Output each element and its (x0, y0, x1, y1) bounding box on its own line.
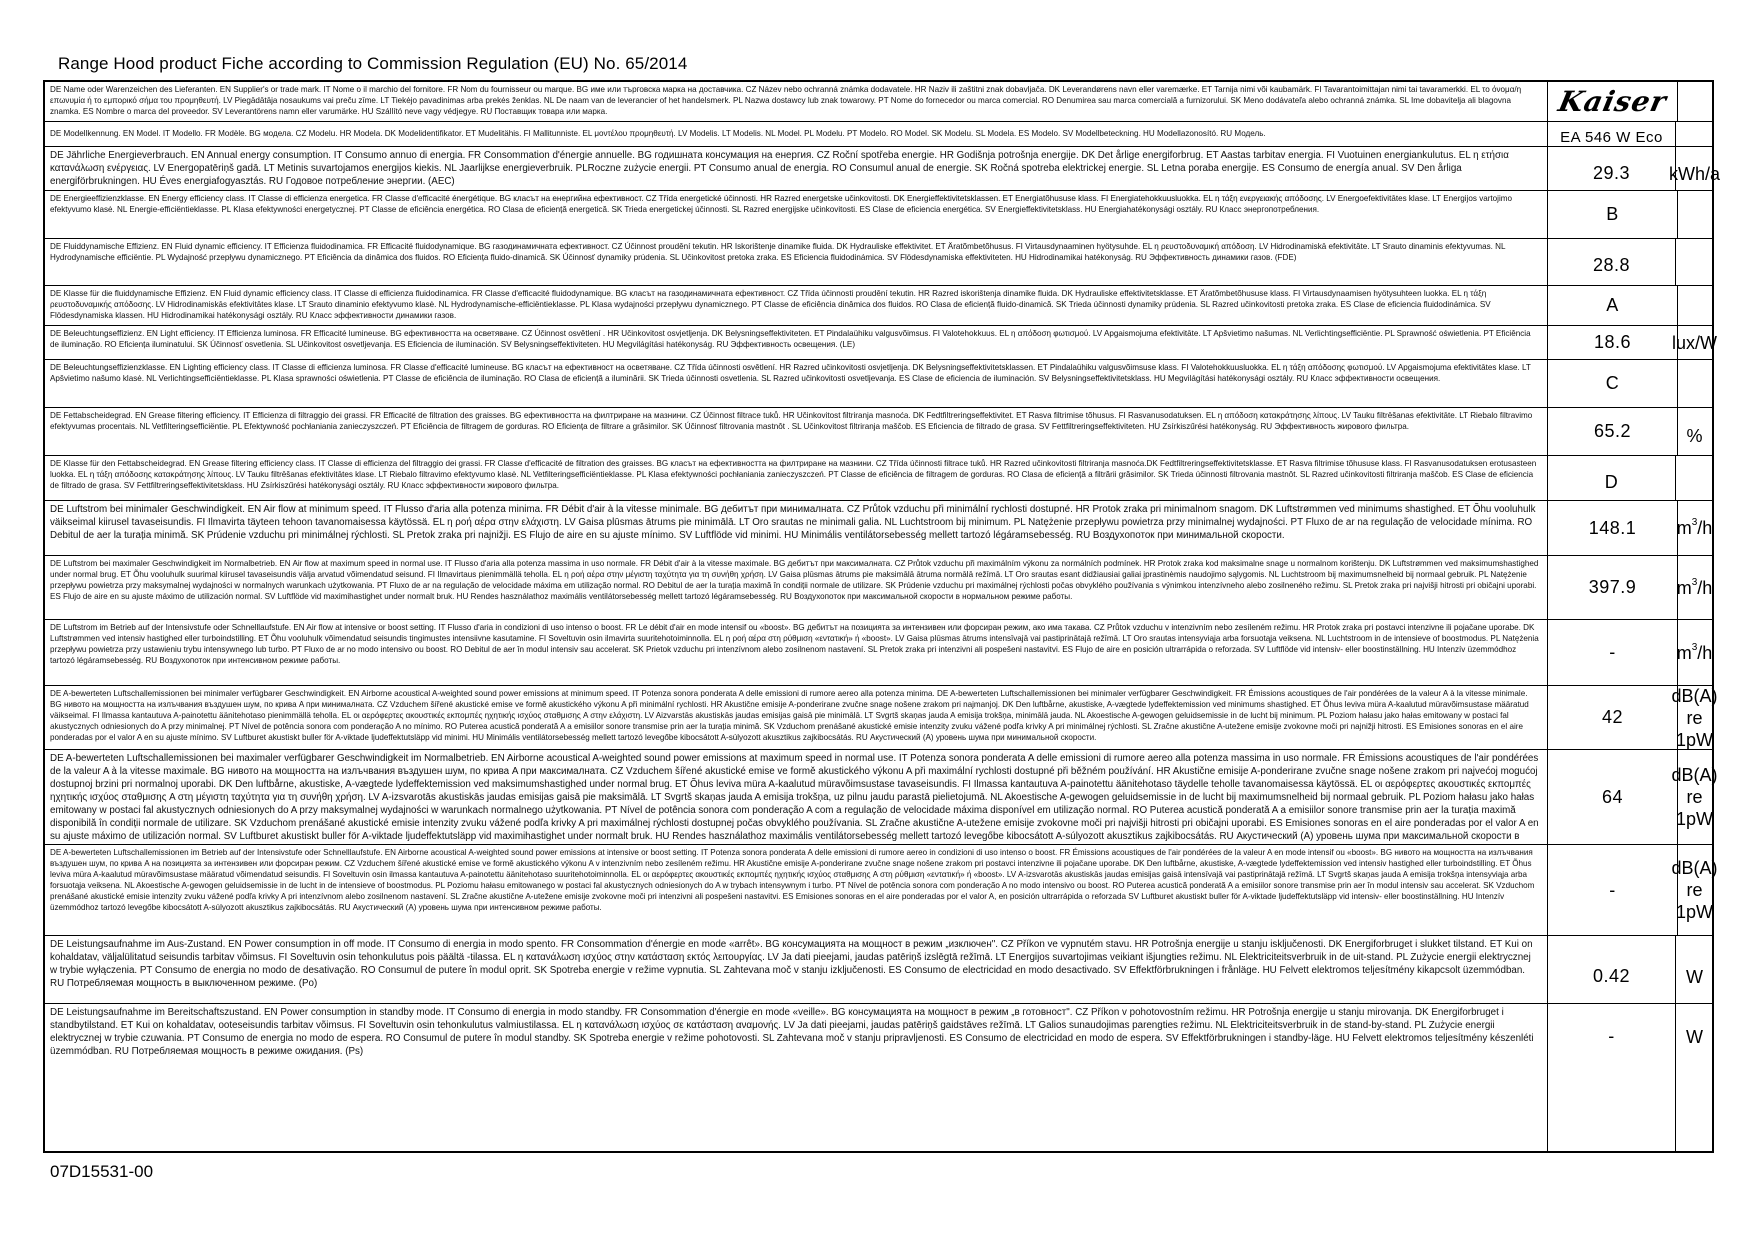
table-row (45, 191, 1712, 239)
table-row (45, 1004, 1712, 1151)
row-description: DE Beleuchtungseffizienzklasse. EN Lighting efficiency class. IT Classe di efficienza luminosa. FR Classe d'efficacité lumineuse. BG класът на ефективност на осветяване. CZ Třída účinnosti osvětlení. HR Razred učinkovitosti osvjetljenja. DK Belysningseffektivitetsklassen. ET Pindalaühiku valgusvõimsuse klass. FI Valotehokkuusluokka. EL η τάξη απόδοσης φωτισμού. LV Apgaismojuma efektivitātes klase. LT Apšvietimo našumo klasė. NL Verlichtingsefficiëntieklasse. PL Klasa sprawności oświetlenia. PT Classe de eficiência de iluminação. RO Clasa de eficiență a iluminării. SK Trieda účinnosti osvetlenia. SL Razred učinkovitosti osvetljevanja. ES Clase de eficiencia de iluminación. SV Belysningseffektivitetsklass. HU Megvilágítási hatékonysági osztály. RU Класс эффективности освещения. (50, 363, 1531, 383)
row-unit: kWh/a (1669, 163, 1721, 184)
row-unit (1677, 122, 1712, 146)
table-row (45, 82, 1712, 122)
row-description: DE Beleuchtungseffizienz. EN Light efficiency. IT Efficienza luminosa. FR Efficacité lumineuse. BG ефективността на осветяване. CZ Účinnost osvětlení . HR Učinkovitost osvjetljenja. DK Belysningseffektiviteten. ET Pindalaühiku valgusvõimsus. FI Valotehokkuus. EL η απόδοση φωτισμού. LV Apgaismojuma efektivitāte. LT Apšvietimo našumas. NL Verlichtingsefficiëntie. PL Sprawność oświetlenia. PT Eficiência de iluminação. RO Eficiența iluminatului. SK Účinnosť osvetlenia. SL Učinkovitost osvetljevanja. ES Eficiencia de iluminación. SV Belysningseffektiviteten. HU Megvilágítási hatékonyság. RU Эффективность освещения. (LE) (50, 329, 1531, 349)
table-row (45, 147, 1721, 191)
table-row (45, 845, 1718, 936)
row-value: - (1547, 845, 1678, 935)
row-value: EA 546 W Eco (1547, 122, 1676, 146)
row-description: DE Leistungsaufnahme im Bereitschaftszustand. EN Power consumption in standby mode. IT Consumo di energia in modo standby. FR Consommation d'énergie en mode «veille». BG консумацията на мощност в режим „в готовност". CZ Příkon v pohotovostním režimu. HR Potrošnja energije u stanju mirovanja. DK Energiforbruget i standbytilstand. ET Kui on kohaldatav, ooteseisundis tarbitav võimsus. FI Soveltuvin osin tehonkulutus valmiustilassa. EL η κατανάλωση ισχύος σε κατάσταση αναμονής. LV Ja dati pieejami, jaudas patēriņš gaidstāves režīmā. LT Galios sunaudojimas parengties režimu. NL Elektriciteitsverbruik in de stand-by-stand. PL Zużycie energii elektrycznej w trybie czuwania. PT Consumo de energia no modo de espera. RO Consumul de putere în modul standby. SK Spotreba energie v režime pohotovosti. SL Zahtevana moč v stanju pripravljenosti. ES Consumo de electricidad en modo de espera. SV Effektförbrukningen i standby-läge. HU Felvett elektromos teljesítmény készenléti üzemmódban. RU Потребляемая мощность в режиме ожидания. (Ps) (50, 1007, 1534, 1057)
row-unit: $m^3/h$ (1676, 641, 1713, 663)
row-description: DE Name oder Warenzeichen des Lieferanten. EN Supplier's or trade mark. IT Nome o il marchio del fornitore. FR Nom du fournisseur ou marque. BG име или търговска марка на доставчика. CZ Název nebo ochranná známka dodavatele. HR Naziv ili zaštitni znak dobavljača. DK Leverandørens navn eller varemærke. ET Tarnija nimi või kaubamärk. FI Tavarantoimittajan nimi tai tavaramerkki. EL το όνομα/η επωνυμία ή το εμπορικό σήμα του προμηθευτή. LV Piegādātāja nosaukums vai preču zīme. LT Tiekėjo pavadinimas arba prekės ženklas. NL De naam van de leverancier of het handelsmerk. PL Nazwa dostawcy lub znak towarowy. PT Nome do fornecedor ou marca comercial. RO Denumirea sau marca comercială a furnizorului. SK Meno dodávateľa alebo ochranná známka. SL Ime dobavitelja ali blagovna znamka. ES Nombre o marca del proveedor. SV Leverantörens namn eller varumärke. HU Szállító neve vagy védjegye. RU Поставщик товара или марка. (50, 85, 1522, 116)
row-description: DE Leistungsaufnahme im Aus-Zustand. EN Power consumption in off mode. IT Consumo di energia in modo spento. FR Consommation d'énergie en mode «arrêt». BG консумацията на мощност в режим „изключен". CZ Příkon ve vypnutém stavu. HR Potrošnja energije u stanju isključenosti. DK Energiforbruget i slukket tilstand. ET Kui on kohaldatav, väljalülitatud seisundis tarbitav võimsus. FI Soveltuvin osin tehonkulutus pois päältä -tilassa. EL η κατανάλωση ισχύος στην κατάσταση εκτός λειτουργίας. LV Ja dati pieejami, jaudas patēriņš izslēgtā režīmā. LT Energijos suvartojimas veikiant išjungties režimu. NL Elektriciteitsverbruik in de uit-stand. PL Zużycie energii elektrycznej w trybie wyłączenia. PT Consumo de energia no modo de desativação. RO Consumul de putere în modul oprit. SK Spotreba energie v režime vypnutia. SL Zahtevana moč v stanju izključenosti. ES Consumo de electricidad en modo desactivado. SV Effektförbrukningen i frånläge. HU Felvett elektromos teljesítmény kikapcsolt üzemmódban. RU Потребляемая мощность в выключенном режиме. (Po) (50, 939, 1533, 989)
row-description: DE Fluiddynamische Effizienz. EN Fluid dynamic efficiency. IT Efficienza fluidodinamica. FR Efficacité fluidodynamique. BG газодинамичната ефективност. CZ Účinnost proudění tekutin. HR Iskorištenje dinamike fluida. DK Hydrauliske effektivitet. ET Äratõmbetõhusus. FI Virtausdynaaminen hyötysuhde. EL η ρευστοδυναμική απόδοση. LV Hidrodinamiskā efektivitāte. LT Srauto dinaminis efektyvumas. NL Hydrodynamische efficiëntie. PL Wydajność przepływu dynamicznego. PT Eficiência da dinâmica dos fluidos. RO Eficiența fluido-dinamică. SK Účinnosť dynamiky prúdenia. SL Učinkovitost pretoka zraka. ES Eficiencia fluidodinámica. SV Flödesdynamiska effektiviteten. HU Hidrodinamikai hatékonyság. RU Эффективность динамики газов. (FDE) (50, 242, 1506, 262)
row-value: 64 (1547, 750, 1678, 844)
row-unit: W (1686, 966, 1703, 987)
row-unit (1677, 191, 1712, 238)
row-value: 0.42 (1547, 936, 1676, 1003)
row-unit: dB(A) re 1pW (1671, 765, 1718, 829)
row-unit: dB(A) re 1pW (1671, 858, 1718, 922)
row-unit: W (1686, 1027, 1703, 1047)
row-description: DE Luftstrom bei maximaler Geschwindigkeit im Normalbetrieb. EN Air flow at maximum speed in normal use. IT Flusso d'aria alla potenza massima in uso normale. FR Débit d'air à la vitesse maximale. BG дебитът при максималната. CZ Průtok vzduchu při maximálním výkonu za normálních podmínek. HR Protok zraka kod maksimalne snage u normalnom korištenju. DK Luftstrømmen ved maksimumshastighed under normal brug. ET Õhu vooluhulk suurimal kiirusel tavaseisundis välja arvatud võimendatud seisund. FI Ilmavirtaus pienimmällä teholla. EL η ροή αέρα στην μέγιστη ταχύτητα για τη συνήθη χρήση. LV Gaisa plūsmas ātrums pie maksimālā ātruma normālā režīmā. LT Oro srautas esant didžiausiai galiai įprastinėmis naudojimo sąlygomis. NL Luchtstroom bij maximumsnelheid bij normaal gebruik. PL Natężenie przepływu powietrza przy maksymalnej wydajności w normalnych warunkach użytkowania. PT Fluxo de ar na regulação de velocidade máxima em utilização normal. RO Debitul de aer la turația maximă în condiții normale de utilizare. SK Prúdenie vzduchu pri maximálnej rýchlosti počas obvyklého používania s výnimkou intenzívneho alebo zosilneného režimu. SL Pretok zraka pri najvišji hitrosti pri običajni uporabi. ES Flujo de aire en su ajuste máximo de utilización normal. SV Luftflöde vid maximihastighet under normalt bruk. HU Rendes használathoz maximális ventilátorsebesség mellett tartozó légáramsebesség. RU Воздухопоток при максимальной скорости в нормальном режиме работы. (50, 559, 1539, 601)
row-unit (1677, 239, 1712, 285)
row-description: DE Jährliche Energieverbrauch. EN Annual energy consumption. IT Consumo annuo di energia. FR Consommation d'énergie annuelle. BG годишната консумация на енергия. CZ Roční spotřeba energie. HR Godišnja potrošnja energije. DK Det årlige energiforbrug. ET Aastas tarbitav energia. FI Vuotuinen energiankulutus. EL η ετήσια κατανάλωση ενέργειας. LV Energopatēriņš gadā. LT Metinis suvartojamos energijos kiekis. NL Jaarlijkse energieverbruik. PLRoczne zużycie energii. PT Consumo anual de energia. RO Consumul anual de energie. SK Ročná spotreba elektrickej energie. SL Letna poraba energije. ES Consumo de energía anual. SV Den årliga energiförbrukningen. HU Éves energiafogyasztás. RU Годовое потребление энергии. (AEC) (50, 150, 1509, 187)
table-row (45, 936, 1712, 1004)
row-unit: $m^3/h$ (1676, 517, 1713, 538)
table-row (45, 685, 1718, 750)
row-value: 28.8 (1547, 239, 1676, 285)
table-row (45, 239, 1712, 286)
row-unit: dB(A) re 1pW (1671, 685, 1718, 750)
table-row (45, 286, 1712, 326)
row-value: 29.3 (1547, 147, 1676, 190)
row-value: 18.6 (1547, 326, 1678, 359)
row-description: DE A-bewerteten Luftschallemissionen bei minimaler verfügbarer Geschwindigkeit. EN Airborne acoustical A-weighted sound power emissions at minimum speed. IT Potenza sonora ponderata A delle emissioni di rumore aereo alla potenza minima. DE A-bewerteten Luftschallemissionen bei minimaler verfügbarer Geschwindigkeit. FR Émissions acoustiques de l'air pondérées de la valeur A à la vitesse minimale. BG нивото на мощността на излъчвания въздушен шум, по крива A при минималната. CZ Vzduchem šířené akustické emise ve formě akustického výkonu A při minimální rychlosti. HR Akustične emisije A-ponderirane zvučne snage nošene zrakom pri najmanjoj. DK Den luftbårne, akustiske, A-vægtede lydeffektemission ved minimums shastighed. ET Õhus leviva müra A-kaalutud müravõimsustase määratud väikseimal. FI Ilmassa kantautuva A-painotettu äänitehotaso pienimmällä teholla. EL οι αερόφερτες ακουστικές εκπομπές ηχητικής ισχύος σταθμισης A στην ελάχιστη. LV Aizvarstās akustiskās jaudas emisijas gaisā pie minimālā. LT Svgrtš skaņas jauda A emisija trokšņa, minimālā jauda. NL Akoestische A-gewogen geluidsemissie in de lucht bij minimum. PL Poziom hałasu jako hałas emitowany w postaci fal akustycznych odniesionych do A przy minimalnej. PT Nível de potência sonora com ponderação A no mínimo. RO Puterea acustică ponderată A a emisiilor sonore transmise prin aer la turația minimă. SK Vzduchom prenášané akustické emisie intenzity zvuku vážené podľa krivky A pri minimálnej rýchlosti. SL Zračne akustične A-utežene emisije zvokovne moči pri najnižji hitrosti. ES Emisiones sonoras en el aire ponderadas por el valor A en su ajuste mínimo. SV Luftburet akustiskt buller för A-viktade ljudeffektutsläpp vid minimi. HU Minimális ventilátorsebesség mellett tartozó levegőbe kibocsátott A-súlyozott akusztikus zajkibocsátás. RU Акустический (A) уровень шума при минимальной скорости. (50, 689, 1529, 742)
supplier-logo: Kaiser (1547, 82, 1678, 121)
table-row (45, 408, 1712, 456)
row-unit: $m^3/h$ (1676, 576, 1713, 598)
row-value: D (1547, 456, 1676, 500)
row-value: - (1547, 620, 1678, 685)
row-description: DE Klasse für die fluiddynamische Effizienz. EN Fluid dynamic efficiency class. IT Classe di efficienza fluidodinamica. FR Classe d'efficacité fluidodynamique. BG класът на газодинамичната ефективност. CZ Třída účinnosti proudění tekutin. HR Razred iskorištenja dinamike fluida. DK Hydrauliske effektivitetsklasse. ET Äratõmbetõhususe klass. FI Virtausdynaamisen hyötysuhteen luokka. EL η τάξη ρευστοδυναμικής απόδοσης. LV Hidrodinamiskās efektivitātes klase. LT Srauto dinaminio efektyvumo klasė. NL Hydrodynamische-efficiëntieklasse. PL Klasa wydajności przepływu dynamicznego. PT Classe de eficiência dinâmica dos fluidos. RO Clasa de eficiență fluido-dinamică. SK Trieda účinnosti dynamiky prúdenia. SL Razred učinkovitosti pretoka zraka. ES Clase de eficiencia fluidodinámica. SV Flödesdynamiska klassen. HU Hidrodinamikai hatékonysági osztály. RU Класс эффективности динамики газов. (50, 289, 1491, 320)
row-description: DE Energieeffizienzklasse. EN Energy efficiency class. IT Classe di efficienza energetica. FR Classe d'efficacité énergétique. BG класът на енергийна ефективност. CZ Třída energetické účinnosti. HR Razred energetske učinkovitosti. DK Energieffektivitetsklassen. ET Energiatõhususe klass. FI Energiatehokkuusluokka. EL η τάξη ενεργειακής απόδοσης. LV Energoefektivitātes klase. LT Energijos vartojimo efektyvumo klasė. NL Energie-efficiëntieklasse. PL Klasa efektywności energetycznej. PT Classe de eficiência energética. RO Clasa de eficiență energetică. SK Trieda energetickej účinnosti. SL Razred energijske učinkovitosti. ES Clase de eficiencia energética. SV Energieffektivitetsklass. HU Energiahatékonysági osztály. RU Класс энергопотребления. (50, 194, 1513, 214)
row-unit (1677, 286, 1712, 325)
row-value: B (1547, 191, 1678, 238)
row-value: 148.1 (1547, 501, 1678, 555)
document-code: 07D15531-00 (50, 1162, 154, 1181)
row-description: DE Luftstrom bei minimaler Geschwindigkeit. EN Air flow at minimum speed. IT Flusso d'aria alla potenza minima. FR Débit d'air à la vitesse minimale. BG дебитът при минималната. CZ Průtok vzduchu při minimální rychlosti dostupné. HR Protok zraka pri minimalnom snagom. DK Luftstrømmen ved minimums shastighed. ET Õhu vooluhulk väikseimal kiirusel tavaseisundis. FI Ilmavirta täyteen tehoon tavanomaisessa käytössä. EL η ροή αέρα στην ελάχιστη. LV Gaisa plūsmas ātrums pie minimālā. LT Oro srautas ne minimali galia. NL Luchtstroom bij minimum. PL Natężenie przepływu powietrza przy minimalnej wydajności. PT Fluxo de ar na regulação de velocidade mínima. RO Debitul de aer la turația minimă. SK Prúdenie vzduchu pri minimálnej rýchlosti. SL Pretok zraka pri najnižji. ES Flujo de aire en su ajuste mínimo. SV Luftflöde vid minimi. HU Minimális ventilátorsebesség mellett tartozó légáramsebesség. RU Воздухопоток при минимальной скорости. (50, 504, 1536, 541)
table-row (45, 620, 1712, 686)
row-value: 42 (1547, 686, 1678, 749)
table-row (45, 750, 1718, 845)
row-value: - (1547, 1004, 1676, 1151)
product-fiche-table (43, 80, 1721, 1153)
row-description: DE Luftstrom im Betrieb auf der Intensivstufe oder Schnelllaufstufe. EN Air flow at intensive or boost setting. IT Flusso d'aria in condizioni di uso intenso o boost. FR Le débit d'air en mode intensif ou «boost». BG дебитът на позицията за интензивен или форсиран режим, ако има такава. CZ Průtok vzduchu v intenzivním nebo zesíleném režimu. HR Protok zraka pri postavci intenzivne ili pojačane uporabe. DK Luftstrømmen ved intensiv hastighed eller turboindstilling. ET Õhu vooluhulk võimendatud seisundis tingimustes intensiivne kasutamine. FI Soveltuvin osin ilmavirta suuritehotoiminnolla. EL η ροή αέρα στη ρύθμιση «εντατική» ή «boost». LV Gaisa plūsmas ātrums intensīvajā vai pastiprinātajā režīmā. LT Oro srautas intensyviąja arba forsuotąja veiksena. NL Luchtstroom in de intensieve of boostmodus. PL Natężenia przepływu powietrza przy ustawieniu trybu intensywnego lub turbo. PT Fluxo de ar no modo intensivo ou boost. RO Debitul de aer în modul intensiv sau accelerat. SK Prietok vzduchu pri intenzívnom alebo zosilnenom nastavení. SL Pretok zraka pri intenzivni ali pospešeni nastavitvi. ES Flujo de aire en posición ultrarrápida o reforzada. SV Luftflöde vid intensiv- eller boostinställning. HU Intenzív üzemmódhoz tartozó légáramsebesség. RU Воздухопоток при интенсивном режиме работы. (50, 623, 1539, 665)
row-unit (1677, 456, 1712, 500)
row-unit: % (1686, 425, 1703, 446)
row-value: 65.2 (1547, 408, 1678, 455)
row-description: DE A-bewerteten Luftschallemissionen im Betrieb auf der Intensivstufe oder Schnelllaufstufe. EN Airborne acoustical A-weighted sound power emissions at intensive or boost setting. IT Potenza sonora ponderata A delle emissioni di rumore aereo in condizioni di uso intenso o boost. FR Émissions acoustiques de l'air pondérées de la valeur A en mode intensif ou «boost». BG нивото на мощността на излъчвания въздушен шум, по крива A на позицията за интензивен или форсиран режим. CZ Vzduchem šířené akustické emise ve formě akustického výkonu A v intenzivním nebo zesíleném režimu. HR Akustične emisije A-ponderirane zvučne snage nošene zrakom pri postavci intenzivne ili pojačane uporabe. DK Den luftbårne, akustiske, A-vægtede lydeffektemission ved intensiv hastighed eller turboindstilling. ET Õhus leviva müra A-kaalutud müravõimsustase määratud võimendatud seisundis. FI Soveltuvin osin ilmassa kantautuva A-painotettu äänitehotaso suuritehotoiminnolla. EL οι αερόφερτες ακουστικές εκπομπές ηχητικής ισχύος σταθμισης A στη ρύθμιση «εντατική» ή «boost». LV A-izsvarotās akustiskās jaudas emisijas gaisā intensīvajā vai pastiprinātajā režīmā. LT Svgrtš skaņas jauda A emisija trokšņa intensyviąja arba forsuotąja veiksena. NL Akoestische A-gewogen geluidsemissie in de lucht in de intensieve of boostmodus. PL Poziomu hałasu emitowanego w postaci fal akustycznych odniesionych do A w trybach intensywnym i turbo. PT Nível de potência sonora com ponderação A no modo intensivo ou boost. RO Puterea acustică ponderată A a emisiilor sonore transmise prin aer în modul intensiv sau accelerat. SK Vzduchom prenášané akustické emisie intenzity zvuku vážené podľa krivky A pri intenzívnom alebo zosilnenom nastavení. SL Zračne akustične A-utežene emisije zvokovne moči pri intenzivni ali pospešeni nastavitvi. ES Emisiones sonoras en el aire ponderadas por el valor A, en posición ultrarrápida o reforzada SV Luftburet akustiskt buller för A-viktade ljudeffektutsläpp vid intensiv- eller boostinställning. HU Intenzív üzemmódhoz tartozó levegőbe kibocsátott A-súlyozott akusztikus zajkibocsátás. RU Акустический (A) уровень шума при интенсивном режиме работы. (50, 848, 1535, 912)
row-unit: lux/W (1672, 332, 1717, 353)
row-description: DE A-bewerteten Luftschallemissionen bei maximaler verfügbarer Geschwindigkeit im Normalbetrieb. EN Airborne acoustical A-weighted sound power emissions at maximum speed in normal use. IT Potenza sonora ponderata A delle emissioni di rumore aereo alla potenza massima in uso normale. FR Émissions acoustiques de l'air pondérées de la valeur A à la vitesse maximale. BG нивото на мощността на излъчвания въздушен шум, по крива A при максималната. CZ Vzduchem šířené akustické emise ve formě akustického výkonu A při maximální rychlosti dostupné při běžném používání. HR Akustične emisije A-ponderirane zvučne snage nošene zrakom pri najvećoj mogućoj dostupnoj brzini pri normalnoj uporabi. DK Den luftbårne, akustiske, A-vægtede lydeffektemission ved maksimumshastighed under normal brug. ET Õhus leviva müra A-kaalutud müravõimsustase tavaseisundis. FI Ilmassa kantautuva A-painotettu äänitehotaso täydelle teholle tavanomaisessa käytössä. EL οι αερόφερτες ακουστικές εκπομπές ηχητικής ισχύος σταθμισης A στη μέγιστη ταχύτητα για τη συνήθη χρήση. LV A-izsvarotās akustiskās jaudas emisijas gaisā pie maksimālā. LT Svgrtš skaņas jauda A emisija trokšņa, uz pilnu jaudu parastā pielietojumā. NL Akoestische A-gewogen geluidsemissie in de lucht bij maximumsnelheid bij normaal gebruik. PL Poziom hałasu jako hałas emitowany w postaci fal akustycznych odniesionych do A przy maksymalnej wydajności w warunkach normalnego użytkowania. PT Nível de potência sonora com ponderação A com a regulação de velocidade máxima disponível em utilização normal. RO Puterea acustică ponderată A a emisiilor sonore transmise prin aer la turația maximă disponibilă în condiții normale de utilizare. SK Vzduchom prenášané akustické emisie intenzity zvuku vážené podľa krivky A pri maximálnej rýchlosti dostupnej počas obvyklého používania. SL Zračne akustične A-utežene emisije zvokovne moči pri najvišji hitrosti pri običajni uporabi. ES Emisiones sonoras en el aire ponderadas por el valor A en su ajuste máximo de utilización normal. SV Luftburet akustiskt buller för A-viktade ljudeffektutsläpp vid maximihastighet under normalt bruk. HU Rendes használathoz maximális ventilátorsebesség mellett tartozó levegőbe kibocsátott A-súlyozott akusztikus zajkibocsátás. RU Акустический (A) уровень шума при максимальной скорости в (50, 753, 1539, 842)
row-unit (1677, 360, 1712, 407)
table-row (45, 122, 1712, 147)
table-row (45, 360, 1712, 408)
table-row (45, 456, 1712, 501)
row-description: DE Fettabscheidegrad. EN Grease filtering efficiency. IT Efficienza di filtraggio dei grassi. FR Efficacité de filtration des graisses. BG ефективността на филтриране на мазнини. CZ Účinnost filtrace tuků. HR Učinkovitost filtriranja masnoća. DK Fedtfiltreringseffektivitet. ET Rasva filtrimise tõhusus. FI Rasvanusodatuksen. EL η απόδοση κατακράτησης λίπους. LV Tauku filtrēšanas efektivitāte. LT Riebalo filtravimo efektyvumas procentais. NL Vetfilteringsefficiëntie. PL Efektywność pochłaniania zanieczyszczeń. PT Eficiência de filtragem de gorduras. RO Eficiența de filtrare a grăsimilor. SK Účinnosť filtrovania mastnôt . SL Učinkovitost filtriranja maščob. ES Eficiencia de filtrado de grasa. SV Fettfiltreringseffektiviteten. HU Zsírkiszűrési hatékonyság. RU Эффективность жирового фильтра. (50, 411, 1533, 431)
table-row (45, 326, 1717, 360)
document-title: Range Hood product Fiche according to Commission Regulation (EU) No. 65/2014 (58, 54, 688, 73)
row-unit (1677, 82, 1712, 121)
row-value: C (1547, 360, 1678, 407)
row-value: A (1547, 286, 1678, 325)
table-row (45, 501, 1712, 556)
row-description: DE Klasse für den Fettabscheidegrad. EN Grease filtering efficiency class. IT Classe di efficienza del filtraggio dei grassi. FR Classe d'efficacité de filtration des graisses. BG класът на ефективността на филтриране на мазнини. CZ Třída účinnosti filtrace tuků. HR Razred učinkovitosti filtriranja masnoća.DK Fedtfiltreringseffektivitetsklasse. ET Rasva filtrimise tõhususe klass. FI Rasvanusodatuksen erotusasteen luokka. EL η τάξη απόδοσης κατακράτησης λίπους. LV Tauku filtrēšanas efektivitātes klase. LT Riebalo filtravimo efektyvumo klasė. NL Vetfilteringsefficiëntieklasse. PL Klasa efektywności pochłaniania zanieczyszczeń. PT Classe de eficiência de filtragem de gorduras. RO Clasa de eficiență a filtrării grăsimilor. SK Trieda účinnosti filtrovania mastnôt. SL Razred učinkovitosti filtriranja maščob. ES Clase de eficiencia de filtrado de grasa. SV Fettfiltreringseffektivitetsklass. HU Zsírkiszűrési hatékonysági osztály. RU Класс эффективности жирового фильтра. (50, 459, 1537, 490)
row-description: DE Modellkennung. EN Model. IT Modello. FR Modèle. BG модела. CZ Modelu. HR Modela. DK Modelidentifikator. ET Mudelitähis. FI Mallitunniste. EL μοντέλου προμηθευτή. LV Modelis. LT Modelis. NL Model. PL Modelu. PT Modelo. RO Model. SK Modelu. SL Modela. ES Modelo. SV Modellbeteckning. HU Modellazonosító. RU Модель. (50, 129, 1266, 138)
table-row (45, 556, 1712, 620)
row-value: 397.9 (1547, 556, 1678, 619)
